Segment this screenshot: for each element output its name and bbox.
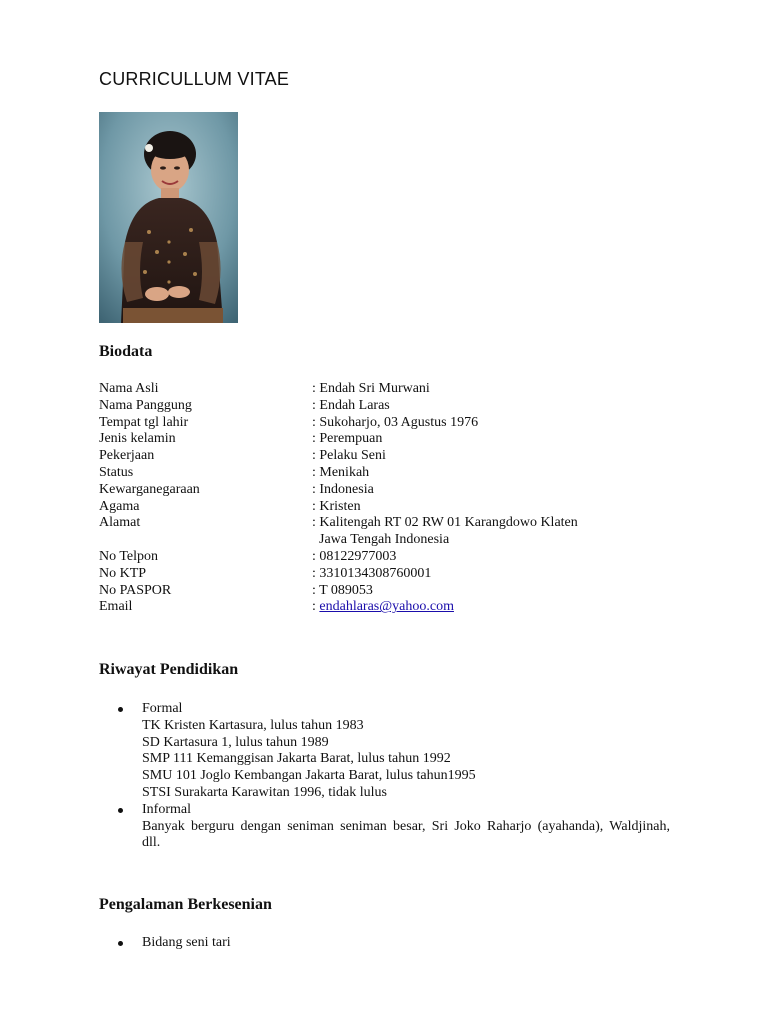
biodata-row xyxy=(99,566,659,583)
email-link[interactable]: endahlaras@yahoo.com xyxy=(319,599,454,615)
biodata-label: Agama xyxy=(99,498,140,514)
biodata-row xyxy=(99,482,659,499)
biodata-heading: Biodata xyxy=(99,343,153,360)
biodata-value: : Endah Laras xyxy=(312,397,390,413)
informal-text-end: dll. xyxy=(142,835,161,851)
biodata-label: Tempat tgl lahir xyxy=(99,414,189,430)
art-experience-list xyxy=(118,935,670,952)
biodata-label: Pekerjaan xyxy=(99,448,155,464)
biodata-label: Nama Asli xyxy=(99,381,159,396)
biodata-value: : 08122977003 xyxy=(312,548,397,564)
list-item xyxy=(118,935,670,952)
art-experience-heading: Pengalaman Berkesenian xyxy=(99,896,272,913)
biodata-value: : T 089053 xyxy=(312,582,373,598)
biodata-label: Kewarganegaraan xyxy=(99,481,200,497)
biodata-label: Nama Panggung xyxy=(99,397,192,413)
biodata-row xyxy=(99,465,659,482)
biodata-value: : Indonesia xyxy=(312,481,374,497)
formal-label: Formal xyxy=(142,701,183,716)
portrait-photo xyxy=(99,112,238,323)
education-heading: Riwayat Pendidikan xyxy=(99,661,239,678)
biodata-table xyxy=(99,381,659,616)
biodata-label: No Telpon xyxy=(99,548,159,564)
formal-item: TK Kristen Kartasura, lulus tahun 1983 xyxy=(142,717,364,733)
art-item: Bidang seni tari xyxy=(142,935,231,950)
document-title: CURRICULLUM VITAE xyxy=(99,69,290,89)
address-line-1: : Kalitengah RT 02 RW 01 Karangdowo Klaten xyxy=(312,515,578,531)
biodata-label: Email xyxy=(99,599,133,615)
list-item-formal xyxy=(118,701,670,802)
formal-item: SMP 111 Kemanggisan Jakarta Barat, lulus tahun 1992 xyxy=(142,751,451,767)
biodata-row xyxy=(99,415,659,432)
biodata-label: Alamat xyxy=(99,515,141,531)
biodata-row xyxy=(99,398,659,415)
biodata-row xyxy=(99,599,659,616)
biodata-value-email xyxy=(312,599,659,616)
list-item-informal xyxy=(118,802,670,852)
biodata-value: : Pelaku Seni xyxy=(312,448,386,464)
biodata-label: No KTP xyxy=(99,565,147,581)
biodata-row xyxy=(99,515,659,549)
informal-text: Banyak berguru dengan seniman seniman besar, Sri Joko Raharjo (ayahanda), Waldjinah, xyxy=(142,818,670,834)
biodata-row xyxy=(99,381,659,398)
formal-item: SMU 101 Joglo Kembangan Jakarta Barat, lulus tahun1995 xyxy=(142,768,476,784)
biodata-label: Jenis kelamin xyxy=(99,431,176,447)
bullet-icon xyxy=(118,808,123,813)
biodata-label: No PASPOR xyxy=(99,582,172,598)
biodata-row xyxy=(99,448,659,465)
biodata-row xyxy=(99,583,659,600)
formal-item: STSI Surakarta Karawitan 1996, tidak lulus xyxy=(142,784,387,800)
bullet-icon xyxy=(118,707,123,712)
informal-label: Informal xyxy=(142,801,191,817)
address-line-2: Jawa Tengah Indonesia xyxy=(319,532,450,548)
biodata-value: : Sukoharjo, 03 Agustus 1976 xyxy=(312,414,479,430)
biodata-value: : Perempuan xyxy=(312,431,383,447)
email-prefix: : xyxy=(312,599,320,615)
biodata-row xyxy=(99,549,659,566)
biodata-row xyxy=(99,431,659,448)
biodata-value: : Menikah xyxy=(312,464,370,480)
biodata-row xyxy=(99,499,659,516)
biodata-value: : Kristen xyxy=(312,498,361,514)
education-list xyxy=(118,701,670,852)
biodata-value-address xyxy=(312,515,659,549)
biodata-value: : Endah Sri Murwani xyxy=(312,381,430,396)
biodata-value: : 3310134308760001 xyxy=(312,565,432,581)
bullet-icon xyxy=(118,941,123,946)
biodata-label: Status xyxy=(99,464,134,480)
formal-item: SD Kartasura 1, lulus tahun 1989 xyxy=(142,734,329,750)
